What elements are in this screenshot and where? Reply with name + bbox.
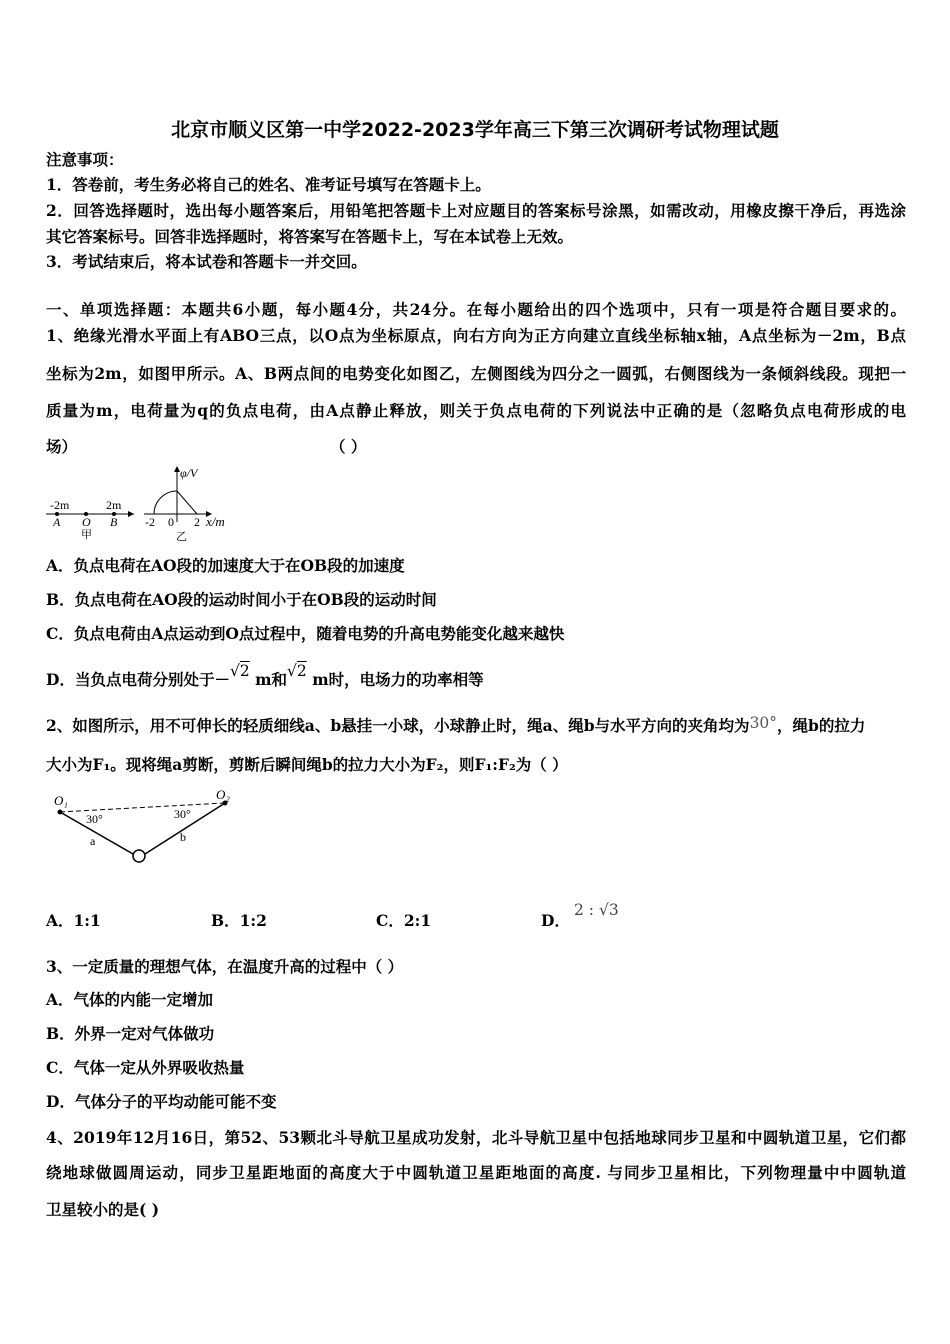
fig-rope-b: b <box>180 830 186 844</box>
fig-yi-label: 乙 <box>176 531 187 542</box>
opt-d-prefix: D．当负点电荷分别处于－ <box>46 670 230 689</box>
q1-option-c: C．负点电荷由A点运动到O点过程中，随着电势的升高电势能变化越来越快 <box>46 624 565 643</box>
fig-o1-label: O₁ <box>54 793 68 808</box>
q1-stem-line: 场） <box>46 437 78 456</box>
fig-jia-label: 甲 <box>81 529 92 541</box>
notes-heading: 注意事项： <box>46 150 124 169</box>
q2-angle: 30° <box>749 714 778 732</box>
note-line: 2．回答选择题时，选出每小题答案后，用铅笔把答题卡上对应题目的答案标号涂黑，如需改动，用橡皮擦干净后，再选涂 <box>46 201 906 220</box>
q1-option-b: B．负点电荷在AO段的运动时间小于在OB段的运动时间 <box>46 590 437 609</box>
q1-option-d: D．当负点电荷分别处于－√2 m和√2 m时，电场力的功率相等 <box>46 662 484 689</box>
q2-option-d-math: 2 : √3 <box>574 901 619 919</box>
fig-tick: 2 <box>194 515 200 529</box>
opt-d-mid: m和 <box>255 670 288 689</box>
q2-figure <box>44 785 254 865</box>
q2-stem-text: 2、如图所示，用不可伸长的轻质细线a、b悬挂一小球，小球静止时，绳a、绳b与水平方向的夹角均为 <box>46 716 750 735</box>
q1-figure <box>44 462 244 542</box>
fig-point-b: B <box>110 515 118 529</box>
q2-stem-line: 大小为F₁。现将绳a剪断，剪断后瞬间绳b的拉力大小为F₂，则F₁:F₂为（ ） <box>46 755 568 774</box>
fig-b-coord: 2m <box>106 498 122 512</box>
q4-stem-line: 卫星较小的是( ) <box>46 1200 160 1219</box>
fig-tick: 0 <box>168 515 174 529</box>
sqrt-value: 2 <box>239 662 250 680</box>
opt-d-suffix: m时，电场力的功率相等 <box>312 670 484 689</box>
q3-option-a: A．气体的内能一定增加 <box>46 990 214 1009</box>
q4-stem-line: 4、2019年12月16日，第52、53颗北斗导航卫星成功发射，北斗导航卫星中包括地球同步卫星和中圆轨道卫星，它们都 <box>46 1128 906 1147</box>
q1-answer-blank: （ ） <box>330 437 367 456</box>
note-line: 1．答卷前，考生务必将自己的姓名、准考证号填写在答题卡上。 <box>46 175 491 194</box>
fig-x-axis-label: x/m <box>206 514 225 529</box>
q1-option-a: A．负点电荷在AO段的加速度大于在OB段的加速度 <box>46 556 405 575</box>
fig-rope-a: a <box>90 834 96 848</box>
q2-option-b: B．1:2 <box>211 911 267 930</box>
fig-y-axis-label: φ/V <box>180 466 198 480</box>
note-line: 其它答案标号。回答非选择题时，将答案写在答题卡上，写在本试卷上无效。 <box>46 227 574 246</box>
q2-option-a: A．1:1 <box>46 911 101 930</box>
fig-o2-label: O₂ <box>216 787 230 802</box>
q4-stem-line: 绕地球做圆周运动，同步卫星距地面的高度大于中圆轨道卫星距地面的高度. 与同步卫星相比，下列物理量中中圆轨道 <box>46 1163 906 1182</box>
q3-option-b: B．外界一定对气体做功 <box>46 1024 215 1043</box>
fig-angle-2: 30° <box>174 807 191 821</box>
q3-option-d: D．气体分子的平均动能可能不变 <box>46 1092 277 1111</box>
q2-stem-tail: ，绳b的拉力 <box>777 716 866 735</box>
fig-a-coord: -2m <box>50 498 70 512</box>
q2-stem-line <box>46 716 865 736</box>
fig-angle-1: 30° <box>86 812 103 826</box>
section-heading: 一、单项选择题：本题共6小题，每小题4分，共24分。在每小题给出的四个选项中，只有一项是符合题目要求的。 <box>46 300 906 319</box>
q2-option-d: D． <box>541 911 570 930</box>
note-line: 3．考试结束后，将本试卷和答题卡一并交回。 <box>46 252 367 271</box>
q1-stem-line: 质量为m，电荷量为q的负点电荷，由A点静止释放，则关于负点电荷的下列说法中正确的是（忽略负点电荷形成的电 <box>46 401 906 420</box>
q2-option-c: C．2:1 <box>376 911 432 930</box>
fig-tick: -2 <box>145 515 155 529</box>
q1-stem-line: 1、绝缘光滑水平面上有ABO三点，以O点为坐标原点，向右方向为正方向建立直线坐标轴x轴，A点坐标为－2m，B点 <box>46 326 906 345</box>
q3-stem: 3、一定质量的理想气体，在温度升高的过程中（ ） <box>46 957 404 976</box>
fig-point-o: O <box>82 515 91 529</box>
q1-stem-line: 坐标为2m，如图甲所示。A、B两点间的电势变化如图乙，左侧图线为四分之一圆弧，右侧图线为一条倾斜线段。现把一 <box>46 364 906 383</box>
page-title: 北京市顺义区第一中学2022-2023学年高三下第三次调研考试物理试题 <box>171 119 779 141</box>
sqrt-value: 2 <box>296 662 307 680</box>
q3-option-c: C．气体一定从外界吸收热量 <box>46 1058 245 1077</box>
fig-point-a: A <box>53 515 61 529</box>
